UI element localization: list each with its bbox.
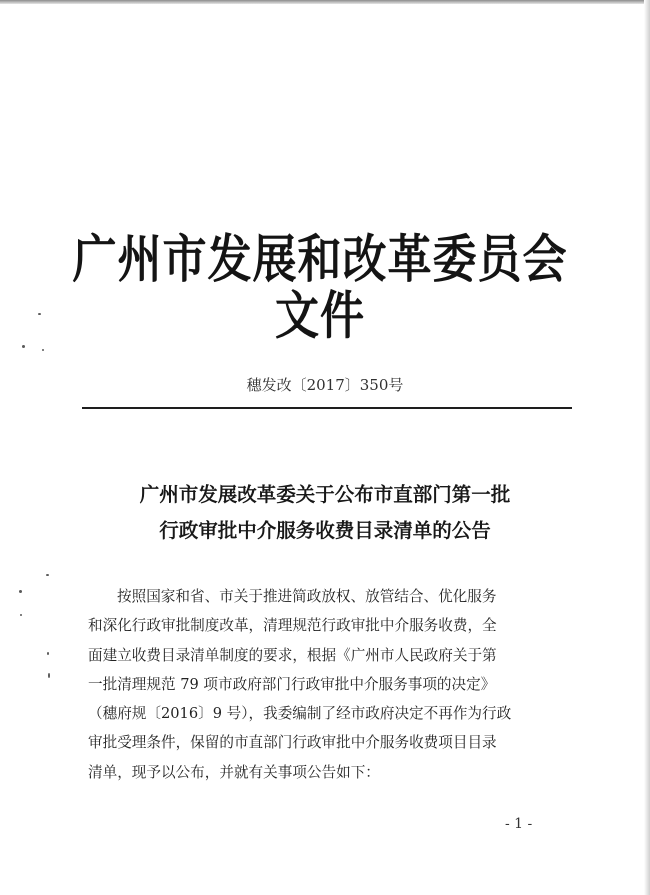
body-line: 面建立收费目录清单制度的要求，根据《广州市人民政府关于第 [88, 646, 497, 664]
scan-speck [38, 313, 41, 315]
body-line: 一批清理规范 79 项市政府部门行政审批中介服务事项的决定》 [88, 675, 496, 693]
body-line: 按照国家和省、市关于推进简政放权、放管结合、优化服务 [117, 588, 497, 605]
scan-speck [46, 574, 49, 576]
body-line: （穗府规〔2016〕9 号），我委编制了经市政府决定不再作为行政 [88, 705, 512, 723]
notice-title [70, 477, 580, 549]
body-line: 审批受理条件，保留的市直部门行政审批中介服务收费项目目录 [88, 734, 497, 752]
document-number: 穗发改〔2017〕350号 [246, 376, 404, 394]
page-number: - 1 - [505, 816, 533, 832]
document-header-title: 广州市发展和改革委员会文件 [72, 229, 568, 347]
header-divider [82, 407, 572, 409]
scan-speck [20, 614, 22, 616]
body-paragraph [88, 582, 558, 787]
notice-title-line: 行政审批中介服务收费目录清单的公告 [159, 519, 491, 542]
notice-title-line: 广州市发展改革委关于公布市直部门第一批 [139, 483, 511, 506]
body-line: 清单，现予以公布，并就有关事项公告如下： [88, 763, 380, 781]
scan-speck [47, 652, 49, 655]
scan-speck [22, 345, 25, 348]
body-line: 和深化行政审批制度改革，清理规范行政审批中介服务收费，全 [88, 617, 497, 635]
scan-speck [42, 349, 44, 351]
scan-speck [48, 673, 50, 678]
scan-speck [19, 590, 22, 593]
